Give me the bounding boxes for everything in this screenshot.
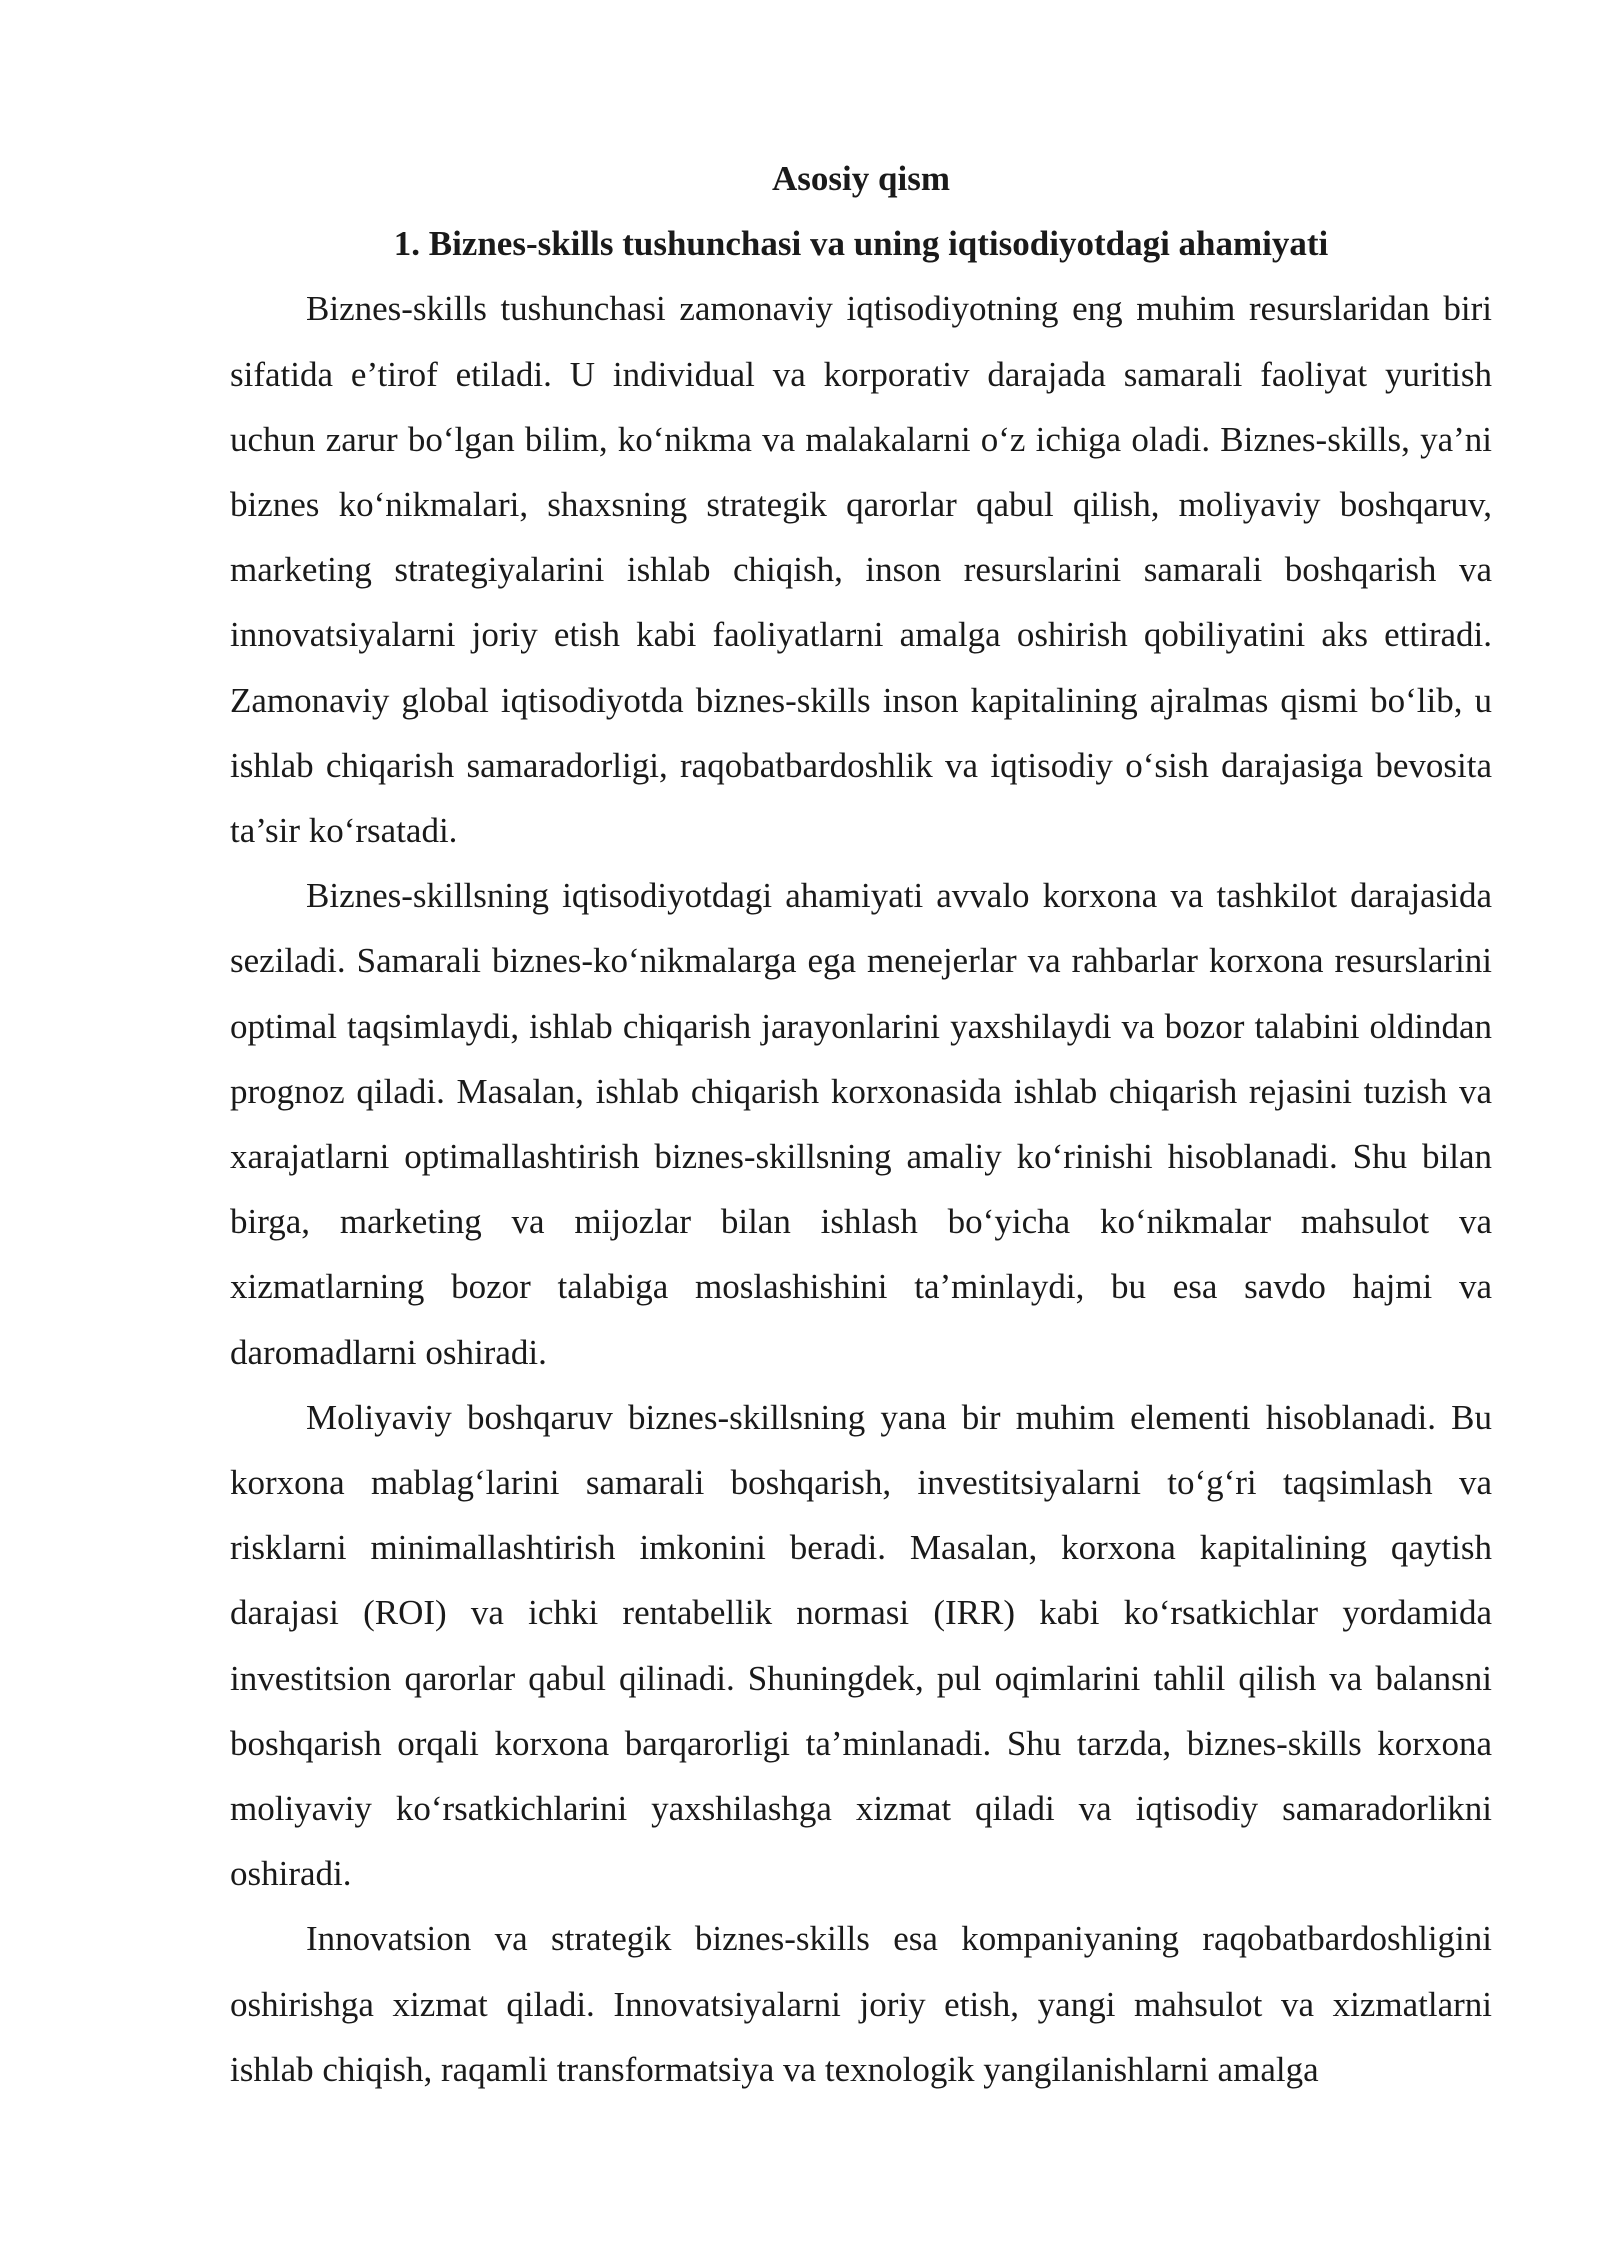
document-page bbox=[230, 146, 1492, 2102]
body-paragraph: Biznes-skillsning iqtisodiyotdagi ahamiyati avvalo korxona va tashkilot darajasida seziladi. Samarali biznes-ko‘nikmalarga ega menejerlar va rahbarlar korxona resurslarini optimal taqsimlaydi, ishlab chiqarish jarayonlarini yaxshilaydi va bozor talabini oldindan prognoz qiladi. Masalan, ishlab chiqarish korxonasida ishlab chiqarish rejasini tuzish va xarajatlarni optimallashtirish biznes-skillsning amaliy ko‘rinishi hisoblanadi. Shu bilan birga, marketing va mijozlar bilan ishlash bo‘yicha ko‘nikmalar mahsulot va xizmatlarning bozor talabiga moslashishini ta’minlaydi, bu esa savdo hajmi va daromadlarni oshiradi. bbox=[230, 876, 1492, 1372]
body-paragraph: Innovatsion va strategik biznes-skills esa kompaniyaning raqobatbardoshligini oshirishga xizmat qiladi. Innovatsiyalarni joriy etish, yangi mahsulot va xizmatlarni ishlab chiqish, raqamli transformatsiya va texnologik yangilanishlarni amalga bbox=[230, 1919, 1492, 2089]
body-paragraph: Biznes-skills tushunchasi zamonaviy iqtisodiyotning eng muhim resurslaridan biri sifatida e’tirof etiladi. U individual va korporativ darajada samarali faoliyat yuritish uchun zarur bo‘lgan bilim, ko‘nikma va malakalarni o‘z ichiga oladi. Biznes-skills, ya’ni biznes ko‘nikmalari, shaxsning strategik qarorlar qabul qilish, moliyaviy boshqaruv, marketing strategiyalarini ishlab chiqish, inson resurslarini samarali boshqarish va innovatsiyalarni joriy etish kabi faoliyatlarni amalga oshirish qobiliyatini aks ettiradi. Zamonaviy global iqtisodiyotda biznes-skills inson kapitalining ajralmas qismi bo‘lib, u ishlab chiqarish samaradorligi, raqobatbardoshlik va iqtisodiy o‘sish darajasiga bevosita ta’sir ko‘rsatadi. bbox=[230, 289, 1492, 851]
chapter-title: 1. Biznes-skills tushunchasi va uning iqtisodiyotdagi ahamiyati bbox=[393, 224, 1329, 264]
body-paragraph: Moliyaviy boshqaruv biznes-skillsning yana bir muhim elementi hisoblanadi. Bu korxona mablag‘larini samarali boshqarish, investitsiyalarni to‘g‘ri taqsimlash va risklarni minimallashtirish imkonini beradi. Masalan, korxona kapitalining qaytish darajasi (ROI) va ichki rentabellik normasi (IRR) kabi ko‘rsatkichlar yordamida investitsion qarorlar qabul qilinadi. Shuningdek, pul oqimlarini tahlil qilish va balansni boshqarish orqali korxona barqarorligi ta’minlanadi. Shu tarzda, biznes-skills korxona moliyaviy ko‘rsatkichlarini yaxshilashga xizmat qiladi va iqtisodiy samaradorlikni oshiradi. bbox=[230, 1397, 1492, 1894]
section-title: Asosiy qism bbox=[772, 159, 950, 198]
